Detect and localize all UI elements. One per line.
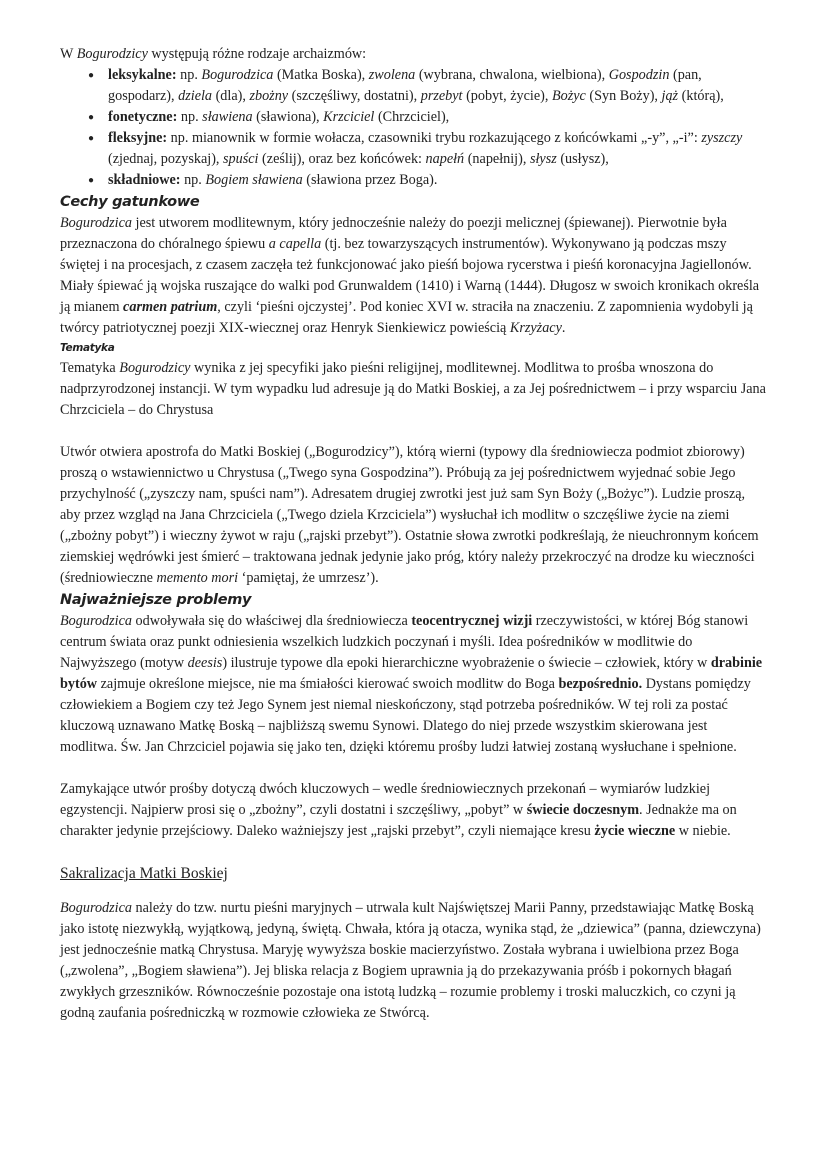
intro-text: W xyxy=(60,46,77,62)
sakralizacja-paragraph: Bogurodzica należy do tzw. nurtu pieśni maryjnych – utrwala kult Najświętszej Marii Panny, przedstawiając Matkę Boską jako istotę niezwykłą, wyjątkową, jedyną, świętą. Chwała, która ją otacza, wynika stąd, że „dziewica” (panna, dziewczyna) jest jednocześnie matką Chrystusa. Maryję wywyższa boskie macierzyństwo. Została wybrana i uwielbiona przez Boga („zwolena”, „Bogiem sławiena”). Jej bliska relacja z Bogiem uprawnia ją do przekazywania próśb i pokornych błagań zwykłych grzeszników. Równocześnie pozostaje ona istotą ludzką – rozumie problemy i troski maluczkich, co czyni ją godną zaufania pośredniczką w rozmowie człowieka ze Stwórcą. xyxy=(60,899,761,1021)
problemy-paragraph-2: Zamykające utwór prośby dotyczą dwóch kluczowych – wedle średniowiecznych przekonań – wymiarów ludzkiej egzystencji. Najpierw prosi się o „zbożny”, czyli dostatni i szczęśliwy, „pobyt” w świecie doczesnym. Jednakże ma on charakter jedynie przejściowy. Daleko ważniejszy jest „rajski przebyt”, czyli niemające kresu życie wieczne w niebie. xyxy=(60,781,737,839)
list-item: ● leksykalne: np. Bogurodzica (Matka Boska), zwolena (wybrana, chwalona, wielbiona), Gospodzin (pan, gospodarz), dziela (dla), zbożny (szczęśliwy, dostatni), przebyt (pobyt, życie), Bożyc (Syn Boży), jąż (którą), xyxy=(88,65,768,107)
section-heading-tematyka: Tematyka xyxy=(60,342,115,354)
paragraph-gap xyxy=(60,758,768,779)
tematyka-paragraph-1: Tematyka Bogurodzicy wynika z jej specyfiki jako pieśni religijnej, modlitewnej. Modlitwa to prośba wnoszona do nadprzyrodzonej instancji. W tym wypadku lud adresuje ją do Matki Boskiej, a za Jej pośrednictwem – i przy wsparciu Jana Chrzciciela – do Chrystusa xyxy=(60,360,766,418)
cechy-paragraph: Bogurodzica jest utworem modlitewnym, który jednocześnie należy do poezji melicznej (śpiewanej). Pierwotnie była przeznaczona do chóralnego śpiewu a capella (tj. bez towarzyszących instrumentów). Wykonywano ją podczas mszy świętej i na procesjach, z czasem zaczęła też funkcjonować jako pieśń bojowa rycerstwa i pieśń koronacyjna Jagiellonów. Miały śpiewać ją wojska ruszające do walki pod Grunwaldem (1410) i Warną (1444). Długosz w swoich kronikach określa ją mianem carmen patrium, czyli ‘pieśni ojczystej’. Pod koniec XVI w. straciła na znaczeniu. Z zapomnienia wydobyli ją twórcy patriotycznej poezji XIX-wiecznej oraz Henryk Sienkiewicz powieścią Krzyżacy. xyxy=(60,215,760,336)
archaism-type: fonetyczne: xyxy=(108,109,178,125)
tematyka-paragraph-2: Utwór otwiera apostrofa do Matki Boskiej („Bogurodzicy”), którą wierni (typowy dla średniowiecza podmiot zbiorowy) proszą o wstawiennictwo u Chrystusa („Twego syna Gospodzina”). Próbują za jej pośrednictwem wyjednać sobie Jego przychylność („zyszczy nam, spuści nam”). Adresatem drugiej zwrotki jest już sam Syn Boży („Bożyc”). Ludzie proszą, aby przez wzgląd na Jana Chrzciciela („Twego dziela Krzciciela”) wysłuchał ich modlitw o szczęśliwe życie na ziemi („zbożny pobyt”) i wieczny żywot w raju („rajski przebyt”). Ostatnie słowa zwrotki podkreślają, że nieuchronnym końcem ziemskiej wędrówki jest śmierć – traktowana jednak jedynie jako próg, który należy przekroczyć na drodze ku wieczności (średniowieczne memento mori ‘pamiętaj, że umrzesz’). xyxy=(60,444,759,586)
archaism-type: leksykalne: xyxy=(108,67,177,83)
section-heading-problemy: Najważniejsze problemy xyxy=(60,592,252,608)
list-item: ● fleksyjne: np. mianownik w formie wołacza, czasowniki trybu rozkazującego z końcówkami „-y”, „-i”: zyszczy (zjednaj, pozyskaj), spuści (ześlij), oraz bez końcówek: napełń (napełnij), słysz (usłysz), xyxy=(88,128,768,170)
paragraph-gap xyxy=(60,421,768,442)
problemy-paragraph-1: Bogurodzica odwoływała się do właściwej dla średniowiecza teocentrycznej wizji rzeczywistości, w której Bóg stanowi centrum świata oraz punkt odniesienia wszelkich ludzkich poczynań i myśli. Idea pośredników w modlitwie do Najwyższego (motyw deesis) ilustruje typowe dla epoki hierarchiczne wyobrażenie o świecie – człowiek, który w drabinie bytów zajmuje określone miejsce, nie ma śmiałości kierować swoich modlitw do Boga bezpośrednio. Dystans pomiędzy człowiekiem a Bogiem czy też Jego Synem jest niemal nieskończony, stąd potrzeba pośredników. W tej roli za postać kluczową uznawano Matkę Boską – najbliższą swemu Synowi. Dlatego do niej przede wszystkim skierowana jest modlitwa. Św. Jan Chrzciciel pojawia się jako ten, dzięki któremu prośby ludzi łatwiej zostaną wysłuchane i spełnione. xyxy=(60,613,763,755)
archaisms-list xyxy=(60,65,768,191)
list-item: ● składniowe: np. Bogiem sławiena (sławiona przez Boga). xyxy=(88,170,768,191)
archaism-type: składniowe: xyxy=(108,172,181,188)
list-item: ● fonetyczne: np. sławiena (sławiona), Krzciciel (Chrzciciel), xyxy=(88,107,768,128)
intro-title: Bogurodzicy xyxy=(76,46,148,62)
intro-paragraph xyxy=(60,44,768,65)
archaism-type: fleksyjne: xyxy=(108,130,168,146)
section-heading-cechy: Cechy gatunkowe xyxy=(60,194,200,210)
intro-text: występują różne rodzaje archaizmów: xyxy=(147,46,367,62)
section-heading-sakralizacja: Sakralizacja Matki Boskiej xyxy=(60,865,228,882)
